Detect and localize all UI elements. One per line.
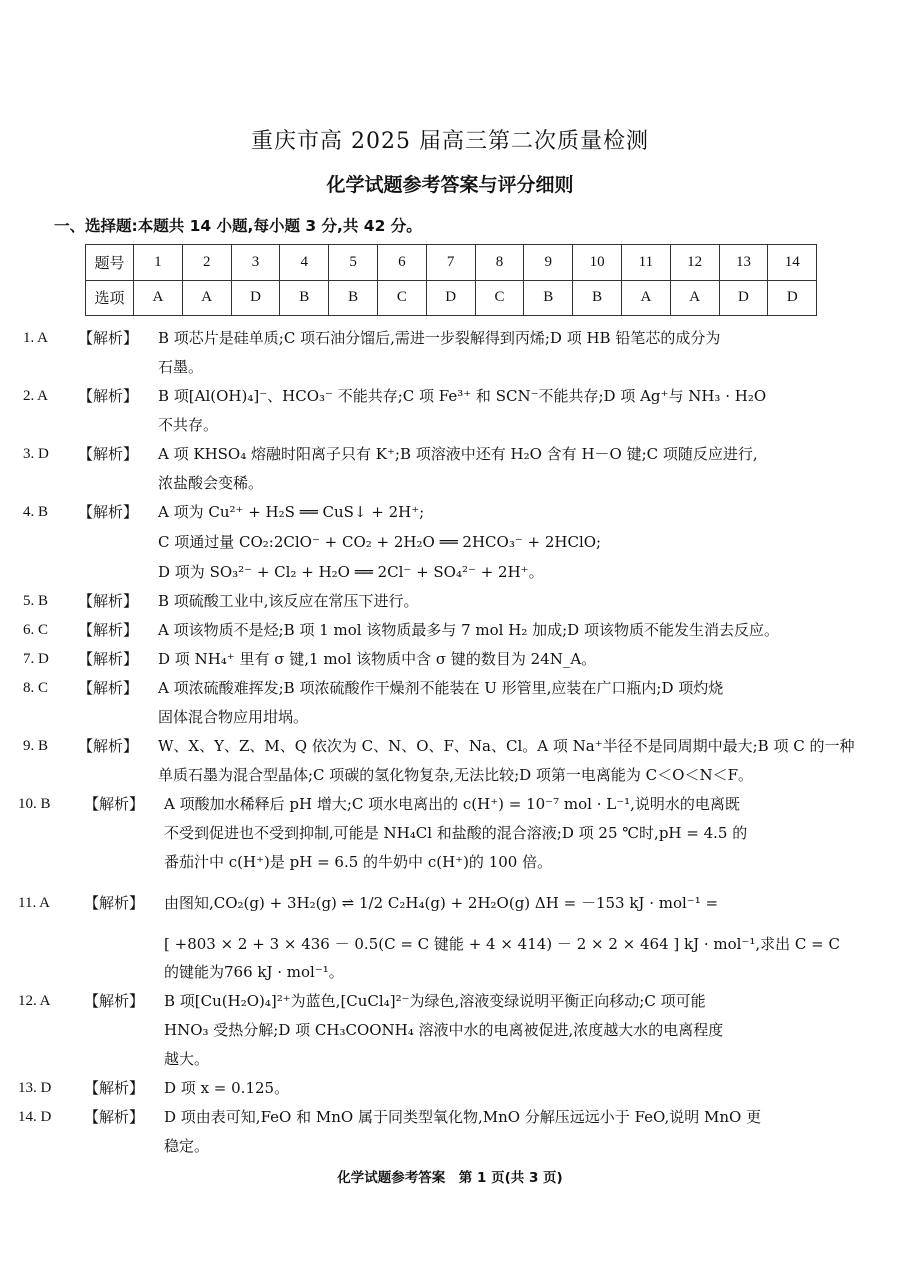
item-text: 单质石墨为混合型晶体;C 项碳的氢化物复杂,无法比较;D 项第一电离能为 C＜O＜N＜F。 [158, 766, 753, 784]
item-number: 3. D [23, 446, 49, 462]
answer-cell: A [182, 280, 231, 316]
analysis-tag: 【解析】 [84, 894, 145, 912]
answer-cell: A [134, 280, 183, 316]
answer-table [85, 244, 817, 316]
analysis-tag: 【解析】 [78, 329, 139, 347]
question-number: 4 [280, 245, 329, 281]
item-text: A 项 KHSO₄ 熔融时阳离子只有 K⁺;B 项溶液中还有 H₂O 含有 H－O 键;C 项随反应进行, [158, 445, 758, 463]
answer-cell: A [670, 280, 719, 316]
question-number: 11 [621, 245, 670, 281]
answer-cell: D [768, 280, 817, 316]
item-text: 浓盐酸会变稀。 [158, 474, 264, 492]
answer-table-number-row [86, 245, 817, 281]
analysis-tag: 【解析】 [84, 795, 145, 813]
item-number: 10. B [18, 796, 51, 812]
answer-cell: A [621, 280, 670, 316]
answer-cell: D [426, 280, 475, 316]
section-heading: 一、选择题:本题共 14 小题,每小题 3 分,共 42 分。 [54, 217, 422, 235]
analysis-tag: 【解析】 [84, 992, 145, 1010]
answer-table-answer-row [86, 280, 817, 316]
answer-cell: C [475, 280, 524, 316]
item-text: A 项浓硫酸难挥发;B 项浓硫酸作干燥剂不能装在 U 形管里,应装在广口瓶内;D 项灼烧 [158, 679, 724, 697]
question-number: 8 [475, 245, 524, 281]
item-text: A 项酸加水稀释后 pH 增大;C 项水电离出的 c(H⁺) = 10⁻⁷ mol · L⁻¹,说明水的电离既 [164, 795, 740, 813]
item-text: 不共存。 [158, 416, 219, 434]
analysis-tag: 【解析】 [84, 1079, 145, 1097]
answer-cell: D [719, 280, 768, 316]
item-number: 13. D [18, 1080, 52, 1096]
equation-line: C 项通过量 CO₂:2ClO⁻ + CO₂ + 2H₂O ══ 2HCO₃⁻ + 2HClO; [158, 533, 602, 551]
item-number: 2. A [23, 388, 49, 404]
item-text: B 项芯片是硅单质;C 项石油分馏后,需进一步裂解得到丙烯;D 项 HB 铅笔芯的成分为 [158, 329, 721, 347]
analysis-tag: 【解析】 [78, 650, 139, 668]
analysis-tag: 【解析】 [78, 737, 139, 755]
question-number: 10 [573, 245, 622, 281]
answer-cell: B [329, 280, 378, 316]
item-number: 8. C [23, 680, 49, 696]
item-number: 6. C [23, 622, 49, 638]
question-number: 14 [768, 245, 817, 281]
analysis-tag: 【解析】 [78, 621, 139, 639]
item-text: B 项[Cu(H₂O)₄]²⁺为蓝色,[CuCl₄]²⁻为绿色,溶液变绿说明平衡正向移动;C 项可能 [164, 992, 706, 1010]
page-footer: 化学试题参考答案 第 1 页(共 3 页) [337, 1170, 563, 1186]
question-number: 3 [231, 245, 280, 281]
document-title: 重庆市高 2025 届高三第二次质量检测 [251, 129, 649, 154]
question-number: 5 [329, 245, 378, 281]
analysis-tag: 【解析】 [78, 445, 139, 463]
analysis-tag: 【解析】 [84, 1108, 145, 1126]
question-number: 1 [134, 245, 183, 281]
item-number: 7. D [23, 651, 49, 667]
item-text: 石墨。 [158, 358, 204, 376]
answer-cell: B [280, 280, 329, 316]
analysis-tag: 【解析】 [78, 679, 139, 697]
bond-energy-calc: [ +803 × 2 + 3 × 436 － 0.5(C = C 键能 + 4 × 414) － 2 × 2 × 464 ] kJ · mol⁻¹,求出 C = C [164, 935, 840, 953]
item-text: 的键能为766 kJ · mol⁻¹。 [164, 963, 344, 981]
answer-cell: D [231, 280, 280, 316]
row-label-number: 题号 [86, 245, 134, 281]
row-label-answer: 选项 [86, 280, 134, 316]
item-number: 9. B [23, 738, 49, 754]
item-text: B 项[Al(OH)₄]⁻、HCO₃⁻ 不能共存;C 项 Fe³⁺ 和 SCN⁻不能共存;D 项 Ag⁺与 NH₃ · H₂O [158, 387, 767, 405]
answer-cell: B [573, 280, 622, 316]
thermo-equation: 由图知,CO₂(g) + 3H₂(g) ⇌ 1/2 C₂H₄(g) + 2H₂O(g) ΔH = －153 kJ · mol⁻¹ = [164, 894, 719, 912]
item-text: HNO₃ 受热分解;D 项 CH₃COONH₄ 溶液中水的电离被促进,浓度越大水的电离程度 [164, 1021, 724, 1039]
item-text: A 项该物质不是烃;B 项 1 mol 该物质最多与 7 mol H₂ 加成;D 项该物质不能发生消去反应。 [158, 621, 779, 639]
question-number: 2 [182, 245, 231, 281]
item-text: B 项硫酸工业中,该反应在常压下进行。 [158, 592, 419, 610]
question-number: 6 [377, 245, 426, 281]
analysis-tag: 【解析】 [78, 387, 139, 405]
equation-line: A 项为 Cu²⁺ + H₂S ══ CuS↓ + 2H⁺; [158, 503, 425, 521]
answer-cell: B [524, 280, 573, 316]
item-number: 14. D [18, 1109, 52, 1125]
item-text: D 项 x = 0.125。 [164, 1079, 290, 1097]
question-number: 9 [524, 245, 573, 281]
item-text: 番茄汁中 c(H⁺)是 pH = 6.5 的牛奶中 c(H⁺)的 100 倍。 [164, 853, 553, 871]
answer-cell: C [377, 280, 426, 316]
question-number: 13 [719, 245, 768, 281]
item-text: 稳定。 [164, 1137, 210, 1155]
analysis-tag: 【解析】 [78, 592, 139, 610]
item-number: 11. A [18, 895, 50, 911]
analysis-tag: 【解析】 [78, 503, 139, 521]
item-number: 5. B [23, 593, 49, 609]
equation-line: D 项为 SO₃²⁻ + Cl₂ + H₂O ══ 2Cl⁻ + SO₄²⁻ + 2H⁺。 [158, 563, 544, 581]
item-text: D 项由表可知,FeO 和 MnO 属于同类型氧化物,MnO 分解压远远小于 FeO,说明 MnO 更 [164, 1108, 762, 1126]
document-subtitle: 化学试题参考答案与评分细则 [326, 174, 574, 196]
item-text: 越大。 [164, 1050, 210, 1068]
question-number: 7 [426, 245, 475, 281]
item-text: 固体混合物应用坩埚。 [158, 708, 309, 726]
item-text: W、X、Y、Z、M、Q 依次为 C、N、O、F、Na、Cl。A 项 Na⁺半径不是同周期中最大;B 项 C 的一种 [158, 737, 855, 755]
item-number: 12. A [18, 993, 51, 1009]
item-number: 4. B [23, 504, 49, 520]
question-number: 12 [670, 245, 719, 281]
item-number: 1. A [23, 330, 49, 346]
item-text: D 项 NH₄⁺ 里有 σ 键,1 mol 该物质中含 σ 键的数目为 24N_A。 [158, 650, 597, 668]
item-text: 不受到促进也不受到抑制,可能是 NH₄Cl 和盐酸的混合溶液;D 项 25 ℃时,pH = 4.5 的 [164, 824, 748, 842]
